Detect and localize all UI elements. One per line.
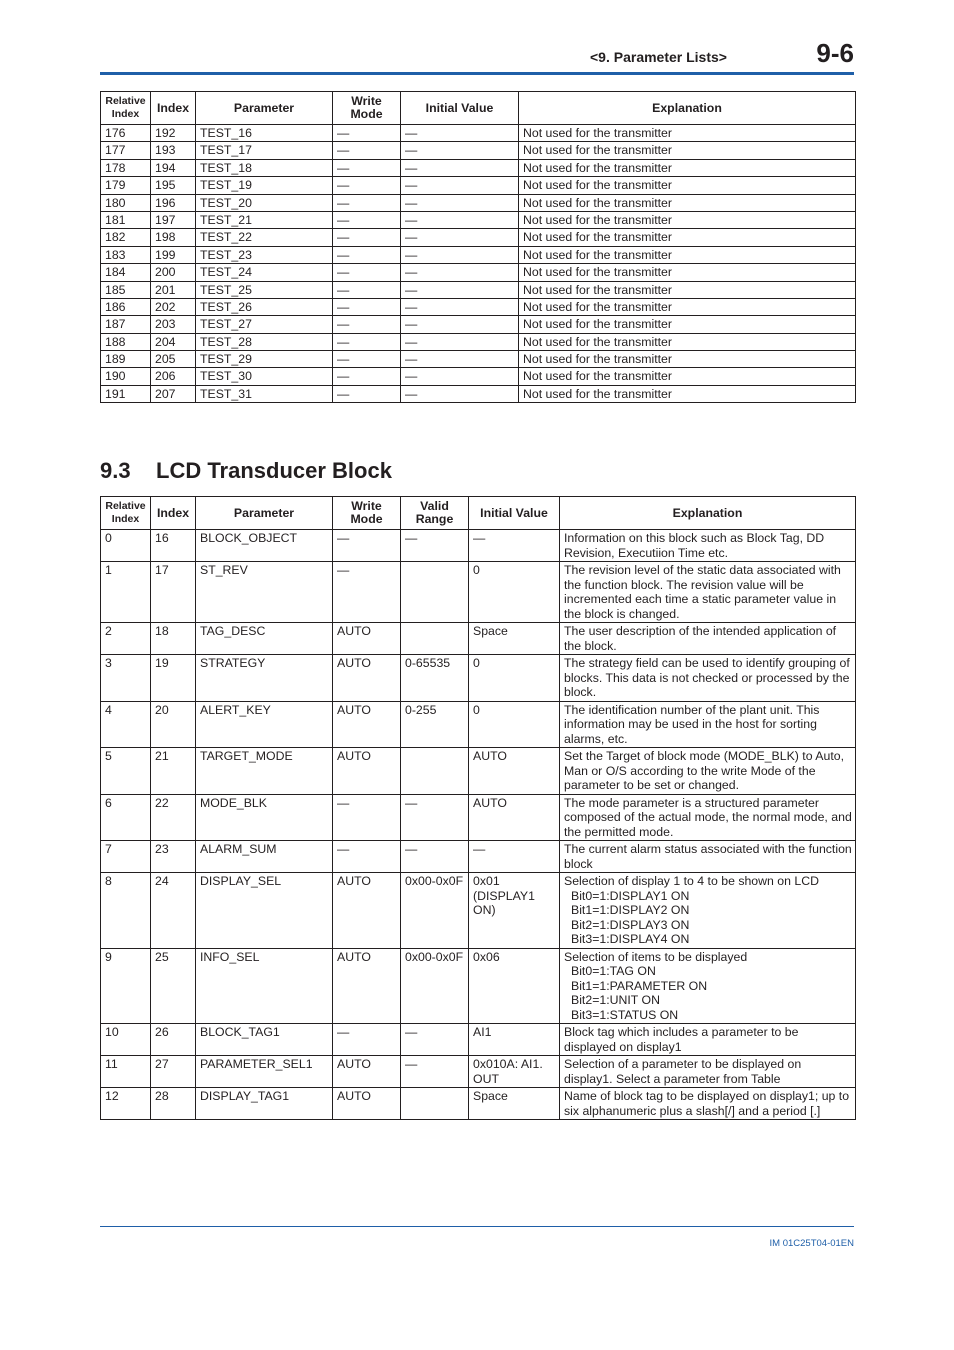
cell-parameter: TEST_30 <box>196 368 333 385</box>
cell-parameter: DISPLAY_TAG1 <box>196 1088 333 1120</box>
cell-explanation: Not used for the transmitter <box>519 385 856 402</box>
cell-parameter: TEST_22 <box>196 229 333 246</box>
explanation-text: Information on this block such as Block Tag, DD Revision, Executiion Time etc. <box>564 531 825 560</box>
cell-write-mode: — <box>333 125 401 142</box>
col-header-valid-range: Valid Range <box>401 497 469 530</box>
cell-relative-index: 6 <box>101 794 151 841</box>
cell-parameter: TEST_23 <box>196 246 333 263</box>
cell-write-mode: — <box>333 1024 401 1056</box>
explanation-text: The current alarm status associated with the function block <box>564 842 852 871</box>
cell-parameter: ALERT_KEY <box>196 701 333 748</box>
cell-valid-range <box>401 1088 469 1120</box>
cell-write-mode: — <box>333 159 401 176</box>
page-number: 9-6 <box>816 38 854 68</box>
table-row <box>101 264 856 281</box>
cell-explanation: Not used for the transmitter <box>519 281 856 298</box>
cell-initial-value: — <box>401 125 519 142</box>
cell-write-mode: — <box>333 264 401 281</box>
section-heading <box>100 458 392 484</box>
cell-valid-range: 0-255 <box>401 701 469 748</box>
cell-relative-index: 189 <box>101 351 151 368</box>
table-row <box>101 385 856 402</box>
cell-write-mode: — <box>333 385 401 402</box>
cell-parameter: PARAMETER_SEL1 <box>196 1056 333 1088</box>
table-body <box>101 530 856 1120</box>
cell-index: 203 <box>151 316 196 333</box>
table-row <box>101 1088 856 1120</box>
explanation-text: The revision level of the static data associated with the function block. The revision value will be incremented each time a static parameter value in the block is changed. <box>564 563 841 621</box>
cell-initial-value: AUTO <box>469 748 560 795</box>
cell-parameter: TAG_DESC <box>196 623 333 655</box>
cell-initial-value: 0 <box>469 701 560 748</box>
table-row <box>101 333 856 350</box>
col-header-relative-index: Relative Index <box>101 92 151 125</box>
cell-write-mode: — <box>333 562 401 623</box>
explanation-bit-line: Bit2=1:DISPLAY3 ON <box>571 917 690 932</box>
cell-index: 16 <box>151 530 196 562</box>
cell-parameter: BLOCK_TAG1 <box>196 1024 333 1056</box>
table-row <box>101 246 856 263</box>
explanation-bit-line: Bit1=1:PARAMETER ON <box>571 978 708 993</box>
cell-relative-index: 186 <box>101 298 151 315</box>
cell-write-mode: AUTO <box>333 623 401 655</box>
explanation-text: The mode parameter is a structured parameter composed of the actual mode, the normal mode, and the permitted mode. <box>564 795 852 839</box>
table-row <box>101 1024 856 1056</box>
explanation-bit-line: Bit3=1:DISPLAY4 ON <box>571 932 690 946</box>
cell-index: 206 <box>151 368 196 385</box>
cell-initial-value: 0x06 <box>469 948 560 1024</box>
cell-relative-index: 185 <box>101 281 151 298</box>
cell-parameter: TEST_25 <box>196 281 333 298</box>
cell-write-mode: — <box>333 194 401 211</box>
cell-index: 21 <box>151 748 196 795</box>
cell-initial-value: 0 <box>469 655 560 702</box>
section-title: LCD Transducer Block <box>156 458 392 483</box>
cell-relative-index: 187 <box>101 316 151 333</box>
cell-index: 26 <box>151 1024 196 1056</box>
cell-relative-index: 4 <box>101 701 151 748</box>
cell-explanation: Not used for the transmitter <box>519 177 856 194</box>
col-header-relative-index: Relative Index <box>101 497 151 530</box>
cell-relative-index: 11 <box>101 1056 151 1088</box>
cell-relative-index: 3 <box>101 655 151 702</box>
cell-index: 19 <box>151 655 196 702</box>
section-number: 9.3 <box>100 458 131 483</box>
cell-initial-value: — <box>401 159 519 176</box>
cell-write-mode: — <box>333 177 401 194</box>
cell-explanation: Not used for the transmitter <box>519 194 856 211</box>
cell-relative-index: 182 <box>101 229 151 246</box>
table-row <box>101 948 856 1024</box>
cell-relative-index: 181 <box>101 211 151 228</box>
cell-index: 23 <box>151 841 196 873</box>
explanation-bit-line: Bit1=1:DISPLAY2 ON <box>571 903 690 917</box>
cell-explanation: Not used for the transmitter <box>519 246 856 263</box>
explanation-text: The strategy field can be used to identify grouping of blocks. This data is not checked or processed by the block. <box>564 656 850 699</box>
table-row <box>101 351 856 368</box>
col-header-index: Index <box>151 92 196 125</box>
cell-parameter: TEST_20 <box>196 194 333 211</box>
cell-initial-value: 0x010A: AI1. OUT <box>469 1056 560 1088</box>
explanation-bit-line: Bit0=1:DISPLAY1 ON <box>571 888 690 903</box>
col-header-parameter: Parameter <box>196 92 333 125</box>
cell-explanation: Not used for the transmitter <box>519 264 856 281</box>
cell-relative-index: 7 <box>101 841 151 873</box>
cell-write-mode: AUTO <box>333 701 401 748</box>
cell-write-mode: — <box>333 794 401 841</box>
cell-initial-value: — <box>469 841 560 873</box>
cell-explanation: Not used for the transmitter <box>519 211 856 228</box>
cell-parameter: ALARM_SUM <box>196 841 333 873</box>
table-row <box>101 748 856 795</box>
document-number: IM 01C25T04-01EN <box>769 1238 854 1249</box>
cell-explanation: Not used for the transmitter <box>519 298 856 315</box>
col-header-initial-value: Initial Value <box>401 92 519 125</box>
cell-index: 24 <box>151 873 196 949</box>
cell-valid-range: — <box>401 794 469 841</box>
explanation-bit-line: Bit3=1:STATUS ON <box>571 1007 679 1022</box>
explanation-text: Block tag which includes a parameter to be displayed on display1 <box>564 1025 799 1054</box>
cell-initial-value: — <box>401 281 519 298</box>
col-header-explanation: Explanation <box>560 497 856 530</box>
cell-relative-index: 0 <box>101 530 151 562</box>
cell-index: 17 <box>151 562 196 623</box>
cell-write-mode: AUTO <box>333 1056 401 1088</box>
cell-index: 197 <box>151 211 196 228</box>
cell-initial-value: — <box>401 351 519 368</box>
cell-parameter: TEST_28 <box>196 333 333 350</box>
explanation-text: Selection of display 1 to 4 to be shown on LCD <box>564 874 819 888</box>
cell-parameter: TEST_21 <box>196 211 333 228</box>
cell-parameter: TEST_29 <box>196 351 333 368</box>
cell-relative-index: 180 <box>101 194 151 211</box>
table-row <box>101 159 856 176</box>
cell-relative-index: 12 <box>101 1088 151 1120</box>
cell-valid-range: — <box>401 1024 469 1056</box>
cell-write-mode: — <box>333 333 401 350</box>
cell-index: 201 <box>151 281 196 298</box>
cell-initial-value: AUTO <box>469 794 560 841</box>
header-rule <box>100 72 854 75</box>
cell-relative-index: 9 <box>101 948 151 1024</box>
table-row <box>101 229 856 246</box>
cell-valid-range <box>401 562 469 623</box>
cell-parameter: TEST_19 <box>196 177 333 194</box>
table-row <box>101 1056 856 1088</box>
cell-write-mode: AUTO <box>333 873 401 949</box>
cell-write-mode: AUTO <box>333 1088 401 1120</box>
table-body <box>101 125 856 403</box>
explanation-text: Selection of items to be displayed <box>564 949 748 964</box>
cell-relative-index: 176 <box>101 125 151 142</box>
cell-initial-value: — <box>401 246 519 263</box>
cell-valid-range: 0x00-0x0F <box>401 873 469 949</box>
table-row <box>101 142 856 159</box>
cell-initial-value: — <box>401 177 519 194</box>
cell-relative-index: 177 <box>101 142 151 159</box>
cell-relative-index: 10 <box>101 1024 151 1056</box>
table-row <box>101 368 856 385</box>
cell-relative-index: 188 <box>101 333 151 350</box>
table-row <box>101 655 856 702</box>
cell-parameter: TEST_31 <box>196 385 333 402</box>
table-row <box>101 530 856 562</box>
explanation-bit-line: Bit2=1:UNIT ON <box>571 993 660 1007</box>
cell-explanation <box>560 841 856 873</box>
explanation-bit-line: Bit0=1:TAG ON <box>571 964 656 978</box>
col-header-write-mode: Write Mode <box>333 497 401 530</box>
cell-index: 205 <box>151 351 196 368</box>
col-header-parameter: Parameter <box>196 497 333 530</box>
cell-index: 18 <box>151 623 196 655</box>
cell-write-mode: — <box>333 841 401 873</box>
cell-initial-value: — <box>401 333 519 350</box>
cell-initial-value: — <box>469 530 560 562</box>
table-row <box>101 873 856 949</box>
cell-index: 195 <box>151 177 196 194</box>
cell-valid-range: 0x00-0x0F <box>401 948 469 1024</box>
cell-initial-value: — <box>401 211 519 228</box>
cell-write-mode: — <box>333 298 401 315</box>
cell-write-mode: — <box>333 368 401 385</box>
cell-initial-value: — <box>401 385 519 402</box>
cell-index: 192 <box>151 125 196 142</box>
table-row <box>101 298 856 315</box>
cell-initial-value: 0 <box>469 562 560 623</box>
cell-valid-range <box>401 748 469 795</box>
cell-index: 25 <box>151 948 196 1024</box>
cell-explanation: Not used for the transmitter <box>519 351 856 368</box>
table-row <box>101 701 856 748</box>
cell-parameter: TEST_24 <box>196 264 333 281</box>
col-header-write-mode: Write Mode <box>333 92 401 125</box>
cell-index: 198 <box>151 229 196 246</box>
table-row <box>101 562 856 623</box>
cell-index: 202 <box>151 298 196 315</box>
cell-write-mode: — <box>333 351 401 368</box>
cell-parameter: TEST_17 <box>196 142 333 159</box>
cell-write-mode: — <box>333 281 401 298</box>
cell-relative-index: 184 <box>101 264 151 281</box>
cell-write-mode: — <box>333 142 401 159</box>
cell-initial-value: — <box>401 264 519 281</box>
cell-relative-index: 1 <box>101 562 151 623</box>
table-row <box>101 794 856 841</box>
cell-parameter: INFO_SEL <box>196 948 333 1024</box>
cell-initial-value: — <box>401 368 519 385</box>
cell-explanation: Not used for the transmitter <box>519 159 856 176</box>
table-row <box>101 125 856 142</box>
cell-write-mode: — <box>333 246 401 263</box>
lcd-transducer-parameter-table <box>100 496 856 1120</box>
cell-index: 207 <box>151 385 196 402</box>
cell-initial-value: — <box>401 229 519 246</box>
cell-index: 27 <box>151 1056 196 1088</box>
running-header-section: <9. Parameter Lists> <box>590 49 727 65</box>
cell-valid-range: — <box>401 530 469 562</box>
cell-explanation: Not used for the transmitter <box>519 125 856 142</box>
parameter-table-continued <box>100 91 856 403</box>
cell-initial-value: — <box>401 298 519 315</box>
cell-valid-range: — <box>401 841 469 873</box>
cell-explanation <box>560 623 856 655</box>
cell-parameter: ST_REV <box>196 562 333 623</box>
cell-initial-value: — <box>401 316 519 333</box>
cell-write-mode: — <box>333 316 401 333</box>
cell-index: 20 <box>151 701 196 748</box>
cell-explanation: Not used for the transmitter <box>519 333 856 350</box>
cell-explanation <box>560 873 856 949</box>
table-header-row <box>101 92 856 125</box>
cell-parameter: TARGET_MODE <box>196 748 333 795</box>
cell-explanation: Not used for the transmitter <box>519 316 856 333</box>
cell-index: 200 <box>151 264 196 281</box>
cell-parameter: TEST_16 <box>196 125 333 142</box>
cell-write-mode: AUTO <box>333 748 401 795</box>
table-row <box>101 177 856 194</box>
cell-relative-index: 8 <box>101 873 151 949</box>
cell-parameter: TEST_18 <box>196 159 333 176</box>
table-row <box>101 316 856 333</box>
col-header-explanation: Explanation <box>519 92 856 125</box>
cell-index: 193 <box>151 142 196 159</box>
cell-initial-value: Space <box>469 623 560 655</box>
cell-parameter: STRATEGY <box>196 655 333 702</box>
cell-index: 22 <box>151 794 196 841</box>
cell-relative-index: 179 <box>101 177 151 194</box>
cell-explanation <box>560 655 856 702</box>
cell-relative-index: 5 <box>101 748 151 795</box>
cell-explanation <box>560 701 856 748</box>
cell-write-mode: — <box>333 229 401 246</box>
explanation-text: Name of block tag to be displayed on display1; up to six alphanumeric plus a slash[/] and a period [.] <box>564 1089 850 1118</box>
explanation-text: Set the Target of block mode (MODE_BLK) to Auto, Man or O/S according to the write Mode of the parameter to be set or changed. <box>564 749 845 792</box>
cell-parameter: TEST_26 <box>196 298 333 315</box>
cell-initial-value: 0x01 (DISPLAY1 ON) <box>469 873 560 949</box>
cell-parameter: BLOCK_OBJECT <box>196 530 333 562</box>
cell-write-mode: — <box>333 530 401 562</box>
table-row <box>101 623 856 655</box>
cell-valid-range <box>401 623 469 655</box>
col-header-initial-value: Initial Value <box>469 497 560 530</box>
cell-explanation: Not used for the transmitter <box>519 142 856 159</box>
cell-write-mode: AUTO <box>333 948 401 1024</box>
cell-index: 194 <box>151 159 196 176</box>
table-row <box>101 194 856 211</box>
cell-explanation <box>560 562 856 623</box>
cell-parameter: TEST_27 <box>196 316 333 333</box>
cell-relative-index: 2 <box>101 623 151 655</box>
explanation-text: Selection of a parameter to be displayed on display1. Select a parameter from Table <box>564 1057 802 1086</box>
table-row <box>101 841 856 873</box>
cell-write-mode: AUTO <box>333 655 401 702</box>
cell-explanation <box>560 748 856 795</box>
table-row <box>101 281 856 298</box>
cell-explanation: Not used for the transmitter <box>519 368 856 385</box>
cell-relative-index: 190 <box>101 368 151 385</box>
cell-explanation <box>560 1088 856 1120</box>
table-row <box>101 211 856 228</box>
cell-initial-value: AI1 <box>469 1024 560 1056</box>
cell-write-mode: — <box>333 211 401 228</box>
cell-explanation <box>560 1056 856 1088</box>
cell-initial-value: — <box>401 142 519 159</box>
col-header-index: Index <box>151 497 196 530</box>
cell-index: 28 <box>151 1088 196 1120</box>
cell-relative-index: 191 <box>101 385 151 402</box>
cell-parameter: DISPLAY_SEL <box>196 873 333 949</box>
cell-explanation <box>560 530 856 562</box>
cell-valid-range: — <box>401 1056 469 1088</box>
cell-explanation <box>560 794 856 841</box>
cell-index: 204 <box>151 333 196 350</box>
cell-index: 196 <box>151 194 196 211</box>
explanation-text: The user description of the intended application of the block. <box>564 624 837 653</box>
footer-rule <box>100 1226 854 1227</box>
cell-initial-value: Space <box>469 1088 560 1120</box>
cell-relative-index: 183 <box>101 246 151 263</box>
cell-initial-value: — <box>401 194 519 211</box>
cell-index: 199 <box>151 246 196 263</box>
cell-explanation <box>560 1024 856 1056</box>
cell-explanation: Not used for the transmitter <box>519 229 856 246</box>
cell-relative-index: 178 <box>101 159 151 176</box>
table-header-row <box>101 497 856 530</box>
cell-valid-range: 0-65535 <box>401 655 469 702</box>
cell-explanation <box>560 948 856 1024</box>
cell-parameter: MODE_BLK <box>196 794 333 841</box>
explanation-text: The identification number of the plant unit. This information may be used in the host for sorting alarms, etc. <box>564 702 820 746</box>
